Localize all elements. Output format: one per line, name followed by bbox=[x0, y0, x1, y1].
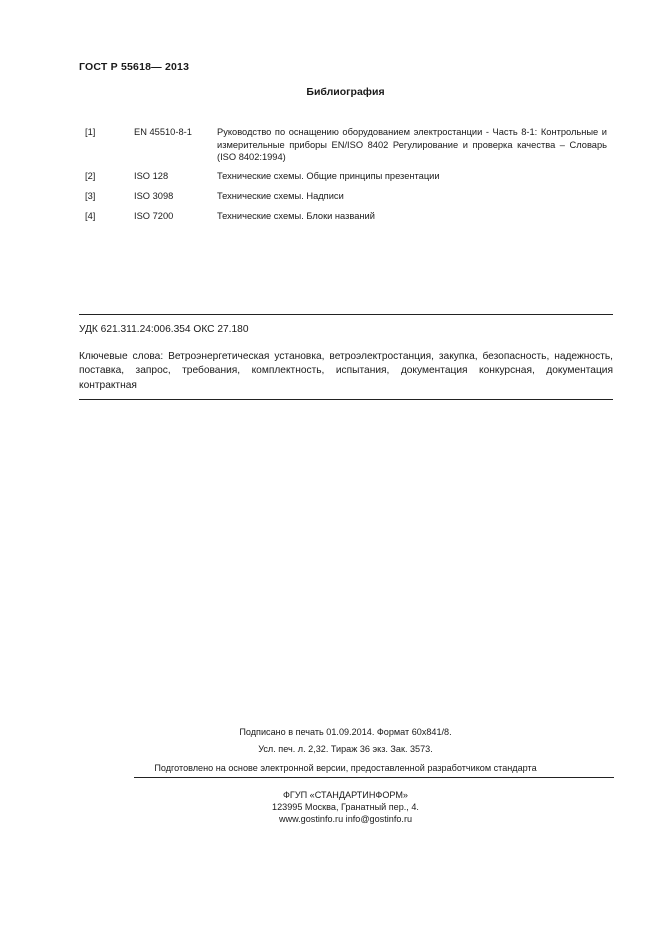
publisher-name: ФГУП «СТАНДАРТИНФОРМ» bbox=[282, 790, 408, 800]
divider-line bbox=[134, 777, 614, 778]
reference-text: Технические схемы. Надписи bbox=[217, 191, 344, 201]
divider-line bbox=[79, 399, 613, 400]
imprint-prepared: Подготовлено на основе электронной версии, предоставленной разработчиком стандарта bbox=[154, 763, 537, 773]
reference-code: EN 45510-8-1 bbox=[134, 127, 192, 137]
publisher-address: 123995 Москва, Гранатный пер., 4. bbox=[272, 802, 419, 812]
reference-text: Руководство по оснащению оборудованием электростанции - Часть 8-1: Контрольные и измерительные приборы EN/ISO 8402 Регулирование и проверка качества – Словарь (ISO 8402:1994) bbox=[217, 127, 607, 162]
bibliography-entry bbox=[0, 170, 661, 184]
document-header: ГОСТ Р 55618— 2013 bbox=[79, 61, 190, 73]
reference-number: [1] bbox=[85, 127, 96, 137]
imprint-signed: Подписано в печать 01.09.2014. Формат 60x841/8. bbox=[239, 727, 452, 737]
reference-code: ISO 128 bbox=[134, 171, 169, 181]
divider-line bbox=[79, 314, 613, 315]
reference-number: [2] bbox=[85, 171, 96, 181]
reference-code: ISO 3098 bbox=[134, 191, 174, 201]
reference-number: [4] bbox=[85, 211, 96, 221]
keywords-paragraph: Ключевые слова: Ветроэнергетическая установка, ветроэлектростанция, закупка, безопасность, надежность, поставка, запрос, требования, комплектность, испытания, документация конкурсная, документация контрактная bbox=[79, 351, 613, 391]
bibliography-entry bbox=[0, 126, 661, 166]
udk-classification: УДК 621.311.24:006.354 ОКС 27.180 bbox=[79, 324, 249, 335]
imprint-sheets: Усл. печ. л. 2,32. Тираж 36 экз. Зак. 3573. bbox=[258, 744, 433, 754]
reference-number: [3] bbox=[85, 191, 96, 201]
bibliography-entry bbox=[0, 210, 661, 224]
bibliography-entry bbox=[0, 190, 661, 204]
reference-code: ISO 7200 bbox=[134, 211, 174, 221]
reference-text: Технические схемы. Блоки названий bbox=[217, 211, 375, 221]
bibliography-title: Библиография bbox=[306, 86, 385, 98]
publisher-web: www.gostinfo.ru info@gostinfo.ru bbox=[278, 814, 413, 824]
reference-text: Технические схемы. Общие принципы презентации bbox=[217, 171, 440, 181]
